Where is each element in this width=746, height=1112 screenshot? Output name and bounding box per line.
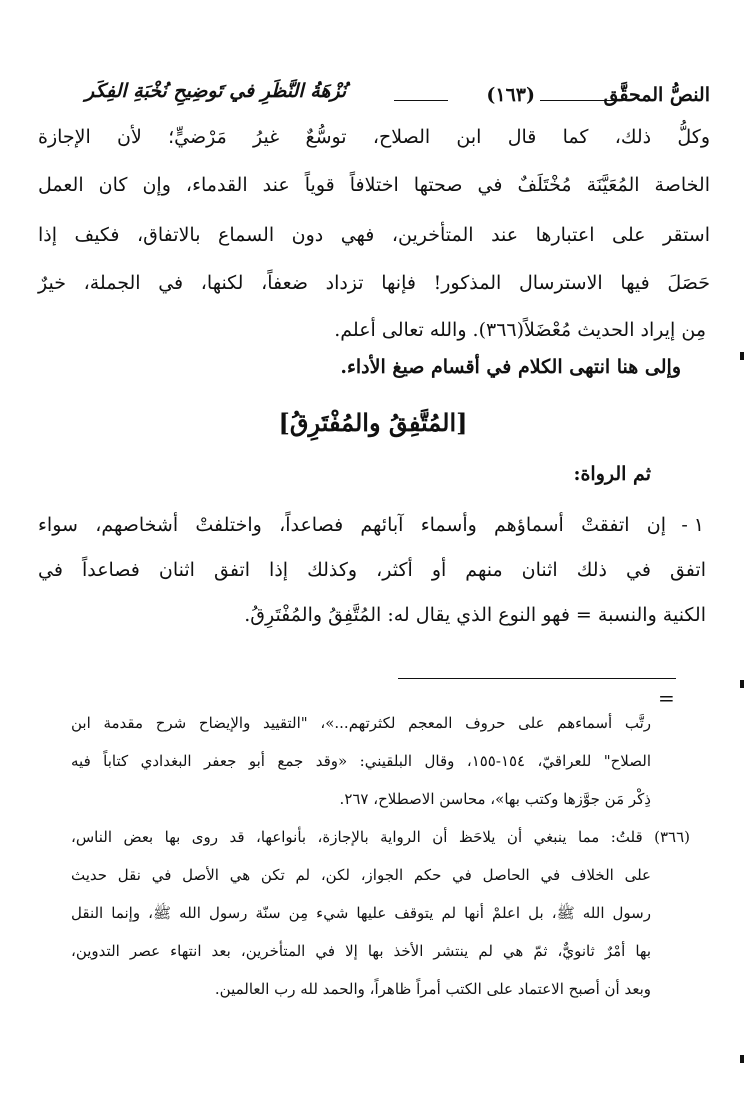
section-heading: [المُتَّفِقُ والمُفْتَرِقُ] <box>278 408 468 437</box>
body-line: الخاصة المُعَيَّنَة مُخْتَلَفٌ في صحتها اختلافاً قوياً عند القدماء، وإن كان العمل <box>38 174 710 196</box>
footnote-line: رتَّب أسماءهم على حروف المعجم لكثرتهم...»، "التقييد والإيضاح شرح مقدمة ابن <box>71 714 651 732</box>
footnote-line: (٣٦٦) قلتُ: مما ينبغي أن يلاحَظ أن الرواية بالإجازة، بأنواعها، قد روى بها بعض الناس، <box>71 828 690 846</box>
footnote-continuation-mark: = <box>658 686 675 710</box>
header-rule-right <box>540 100 618 101</box>
footnote-line: بها أمْرٌ ثانويٌّ، ثمّ هي لم ينتشر الأخذ بها إلا في المتأخرين، بعد انتهاء عصر التدوين، <box>71 942 651 960</box>
item-line: الكنية والنسبة = فهو النوع الذي يقال له: المُتَّفِقُ والمُفْتَرِقُ. <box>244 604 706 626</box>
footnote-separator <box>398 678 676 679</box>
body-line: استقر على اعتبارها عند المتأخرين، فهي دون السماع بالاتفاق، فكيف إذا <box>38 224 710 246</box>
scan-edge-mark <box>740 352 744 360</box>
sub-heading: ثم الرواة: <box>573 463 651 485</box>
footnote-line: على الخلاف في الحاصل في حكم الجواز، لكن، لم تكن هي الأصل في نقل حديث <box>71 866 651 884</box>
footnote-line: رسول الله ﷺ، بل اعلمْ أنها لم يتوقف عليها شيء مِن سنّة رسول الله ﷺ، وإنما النقل <box>71 904 651 922</box>
scan-edge-mark <box>740 680 744 688</box>
item-line: إن اتفقتْ أسماؤهم وأسماء آبائهم فصاعداً، واختلفتْ أشخاصهم، سواء <box>38 514 666 536</box>
item-line: اتفق في ذلك اثنان منهم أو أكثر، وكذلك إذا اتفق اثنان فصاعداً في <box>38 559 706 581</box>
footnote-line: ذِكْر مَن جوَّزها وكتب بها»، محاسن الاصطلاح، ٢٦٧. <box>339 790 651 808</box>
book-title: نُزْهَةُ النَّظَرِ في تَوضِيحِ نُخْبَةِ الفِكَر <box>85 80 347 102</box>
item-number: ١ - <box>681 514 704 536</box>
body-line: مِن إيراد الحديث مُعْضَلاً(٣٦٦). والله تعالى أعلم. <box>334 319 706 341</box>
header-section-title: النصُّ المحقَّق <box>603 84 710 106</box>
header-rule-left <box>394 100 448 101</box>
footnote-line: الصلاح" للعراقيّ، ١٥٤-١٥٥، وقال البلقيني: «وقد جمع أبو جعفر البغدادي كتاباً فيه <box>71 752 652 770</box>
closing-sentence: وإلى هنا انتهى الكلام في أقسام صيغ الأداء. <box>340 356 681 378</box>
scan-edge-mark <box>740 1055 744 1063</box>
running-header <box>85 78 710 114</box>
body-line: وكلُّ ذلك، كما قال ابن الصلاح، توسُّعٌ غيرُ مَرْضيٍّ؛ لأن الإجازة <box>38 126 710 148</box>
footnote-line: وبعد أن أصبح الاعتماد على الكتب أمراً ظاهراً، والحمد لله رب العالمين. <box>214 980 651 998</box>
page-number: (١٦٣) <box>486 84 535 106</box>
body-line: حَصَلَ فيها الاسترسال المذكور! فإنها تزداد ضعفاً، لكنها، في الجملة، خيرٌ <box>38 272 710 294</box>
